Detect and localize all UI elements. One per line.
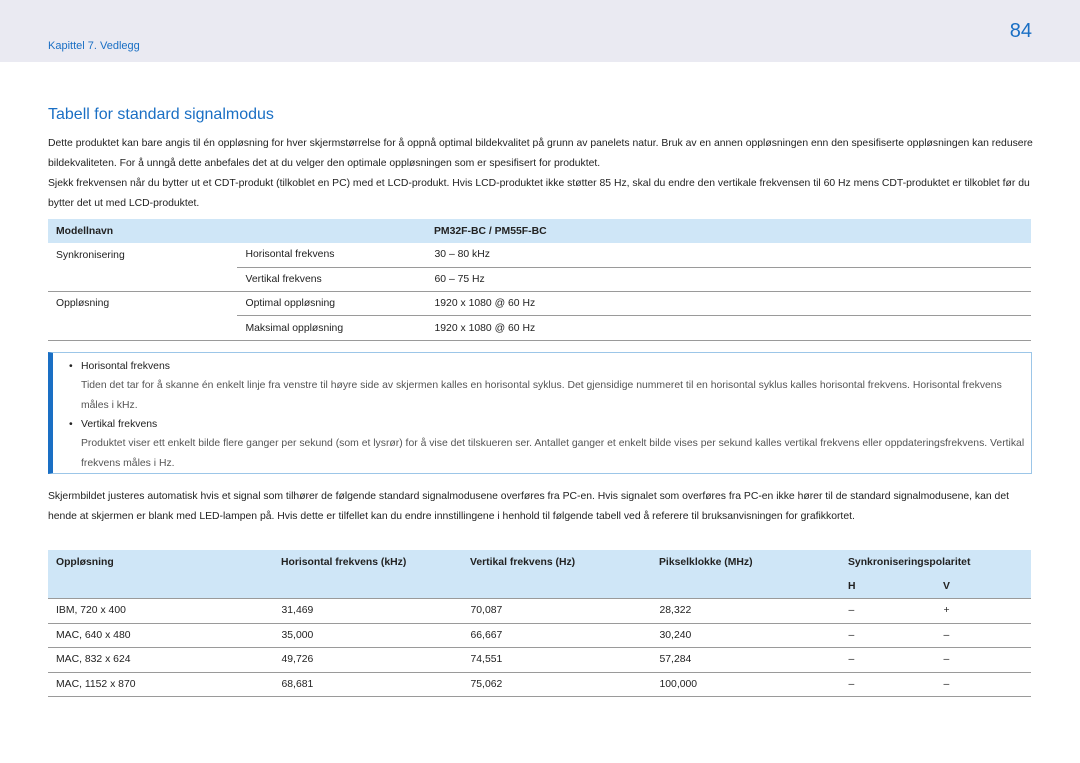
- table-row: [48, 599, 1031, 624]
- hfreq-cell: 31,469: [273, 599, 462, 624]
- polarity-h-cell: –: [840, 672, 935, 697]
- spec-group: Synkronisering: [56, 249, 125, 261]
- intro-paragraph-1: Dette produktet kan bare angis til én oppløsning for hver skjermstørrelse for å oppnå optimal bildekvalitet på grunn av panelets natur. Bruk av en annen oppløsningen enn den spesifiserte oppløsningen kan redusere bildekvaliteten. For å unngå dette anbefales det at du velger den optimale oppløsningen som er spesifisert for produktet.: [48, 138, 1033, 169]
- spec-header-value: PM32F-BC / PM55F-BC: [426, 219, 1031, 243]
- spec-table: [48, 219, 1031, 341]
- table-row: [48, 648, 1031, 673]
- resolution-cell: MAC, 640 x 480: [48, 623, 273, 648]
- note-title-horizontal: Horisontal frekvens: [81, 361, 170, 372]
- table-row: [48, 292, 1031, 316]
- chapter-label: Kapittel 7. Vedlegg: [48, 40, 140, 52]
- column-header: Oppløsning: [48, 550, 273, 574]
- polarity-v-cell: +: [935, 599, 1031, 624]
- resolution-cell: MAC, 832 x 624: [48, 648, 273, 673]
- spec-value: 1920 x 1080 @ 60 Hz: [426, 316, 1031, 340]
- spec-group: [48, 267, 237, 291]
- spec-group: [48, 316, 237, 340]
- table-row: [48, 672, 1031, 697]
- table-row: [48, 243, 1031, 267]
- note-item-title: [69, 361, 170, 372]
- page-number: 84: [1009, 20, 1032, 42]
- spec-header-label: Modellnavn: [48, 219, 426, 243]
- polarity-h-cell: –: [840, 599, 935, 624]
- intro-paragraph-2: Sjekk frekvensen når du bytter ut et CDT-produkt (tilkoblet en PC) med et LCD-produkt. Hvis LCD-produktet ikke støtter 85 Hz, skal du endre den vertikale frekvensen til 60 Hz mens CDT-produktet er tilkoblet før du bytter det ut med LCD-produktet.: [48, 178, 1030, 209]
- polarity-h-cell: –: [840, 623, 935, 648]
- spec-name: Horisontal frekvens: [237, 243, 426, 267]
- bullet-icon: •: [69, 361, 73, 372]
- spec-name: Optimal oppløsning: [237, 292, 426, 316]
- table-row: [48, 623, 1031, 648]
- hfreq-cell: 68,681: [273, 672, 462, 697]
- column-header: Vertikal frekvens (Hz): [462, 550, 651, 574]
- column-header: Horisontal frekvens (kHz): [273, 550, 462, 574]
- section-title: Tabell for standard signalmodus: [48, 106, 274, 123]
- spec-value: 60 – 75 Hz: [426, 267, 1031, 291]
- hfreq-cell: 35,000: [273, 623, 462, 648]
- pixelclock-cell: 57,284: [651, 648, 840, 673]
- note-title-vertical: Vertikal frekvens: [81, 419, 158, 430]
- signal-mode-table: [48, 550, 1031, 697]
- pixelclock-cell: 30,240: [651, 623, 840, 648]
- column-header: Pikselklokke (MHz): [651, 550, 840, 574]
- resolution-cell: IBM, 720 x 400: [48, 599, 273, 624]
- column-header: Synkroniseringspolaritet: [840, 550, 1031, 574]
- polarity-v-header: V: [935, 574, 1031, 599]
- table-row: [48, 267, 1031, 291]
- note-box: [48, 352, 1032, 474]
- spec-value: 1920 x 1080 @ 60 Hz: [426, 292, 1031, 316]
- vfreq-cell: 66,667: [462, 623, 651, 648]
- page-header: [0, 0, 1080, 62]
- spec-name: Maksimal oppløsning: [237, 316, 426, 340]
- pixelclock-cell: 28,322: [651, 599, 840, 624]
- vfreq-cell: 75,062: [462, 672, 651, 697]
- polarity-v-cell: –: [935, 623, 1031, 648]
- polarity-h-cell: –: [840, 648, 935, 673]
- spec-name: Vertikal frekvens: [237, 267, 426, 291]
- polarity-h-header: H: [840, 574, 935, 599]
- spec-group: Oppløsning: [56, 298, 110, 310]
- pixelclock-cell: 100,000: [651, 672, 840, 697]
- polarity-v-cell: –: [935, 672, 1031, 697]
- polarity-v-cell: –: [935, 648, 1031, 673]
- vfreq-cell: 70,087: [462, 599, 651, 624]
- hfreq-cell: 49,726: [273, 648, 462, 673]
- table-row: [48, 316, 1031, 340]
- note-text-horizontal: Tiden det tar for å skanne én enkelt linje fra venstre til høyre side av skjermen kalles en horisontal syklus. Det gjensidige nummeret til en horisontal syklus kalles horisontal frekvens. Horisontal frekvens måles i kHz.: [81, 380, 1002, 411]
- spec-value: 30 – 80 kHz: [426, 243, 1031, 267]
- vfreq-cell: 74,551: [462, 648, 651, 673]
- bullet-icon: •: [69, 419, 73, 430]
- signal-intro-paragraph: Skjermbildet justeres automatisk hvis et signal som tilhører de følgende standard signalmodusene overføres fra PC-en. Hvis signalet som overføres fra PC-en ikke hører til de standard signalmodusene, kan det hende at skjermen er blank med LED-lampen på. Hvis dette er tilfellet kan du endre innstillingene i henhold til følgende tabell ved å referere til bruksanvisningen for grafikkortet.: [48, 491, 1009, 522]
- resolution-cell: MAC, 1152 x 870: [48, 672, 273, 697]
- note-item-title: [69, 419, 158, 430]
- note-text-vertical: Produktet viser ett enkelt bilde flere ganger per sekund (som et lysrør) for å vise det tilskueren ser. Antallet ganger et enkelt bilde vises per sekund kalles vertikal frekvens eller oppdateringsfrekvens. Vertikal frekvens måles i Hz.: [81, 438, 1025, 469]
